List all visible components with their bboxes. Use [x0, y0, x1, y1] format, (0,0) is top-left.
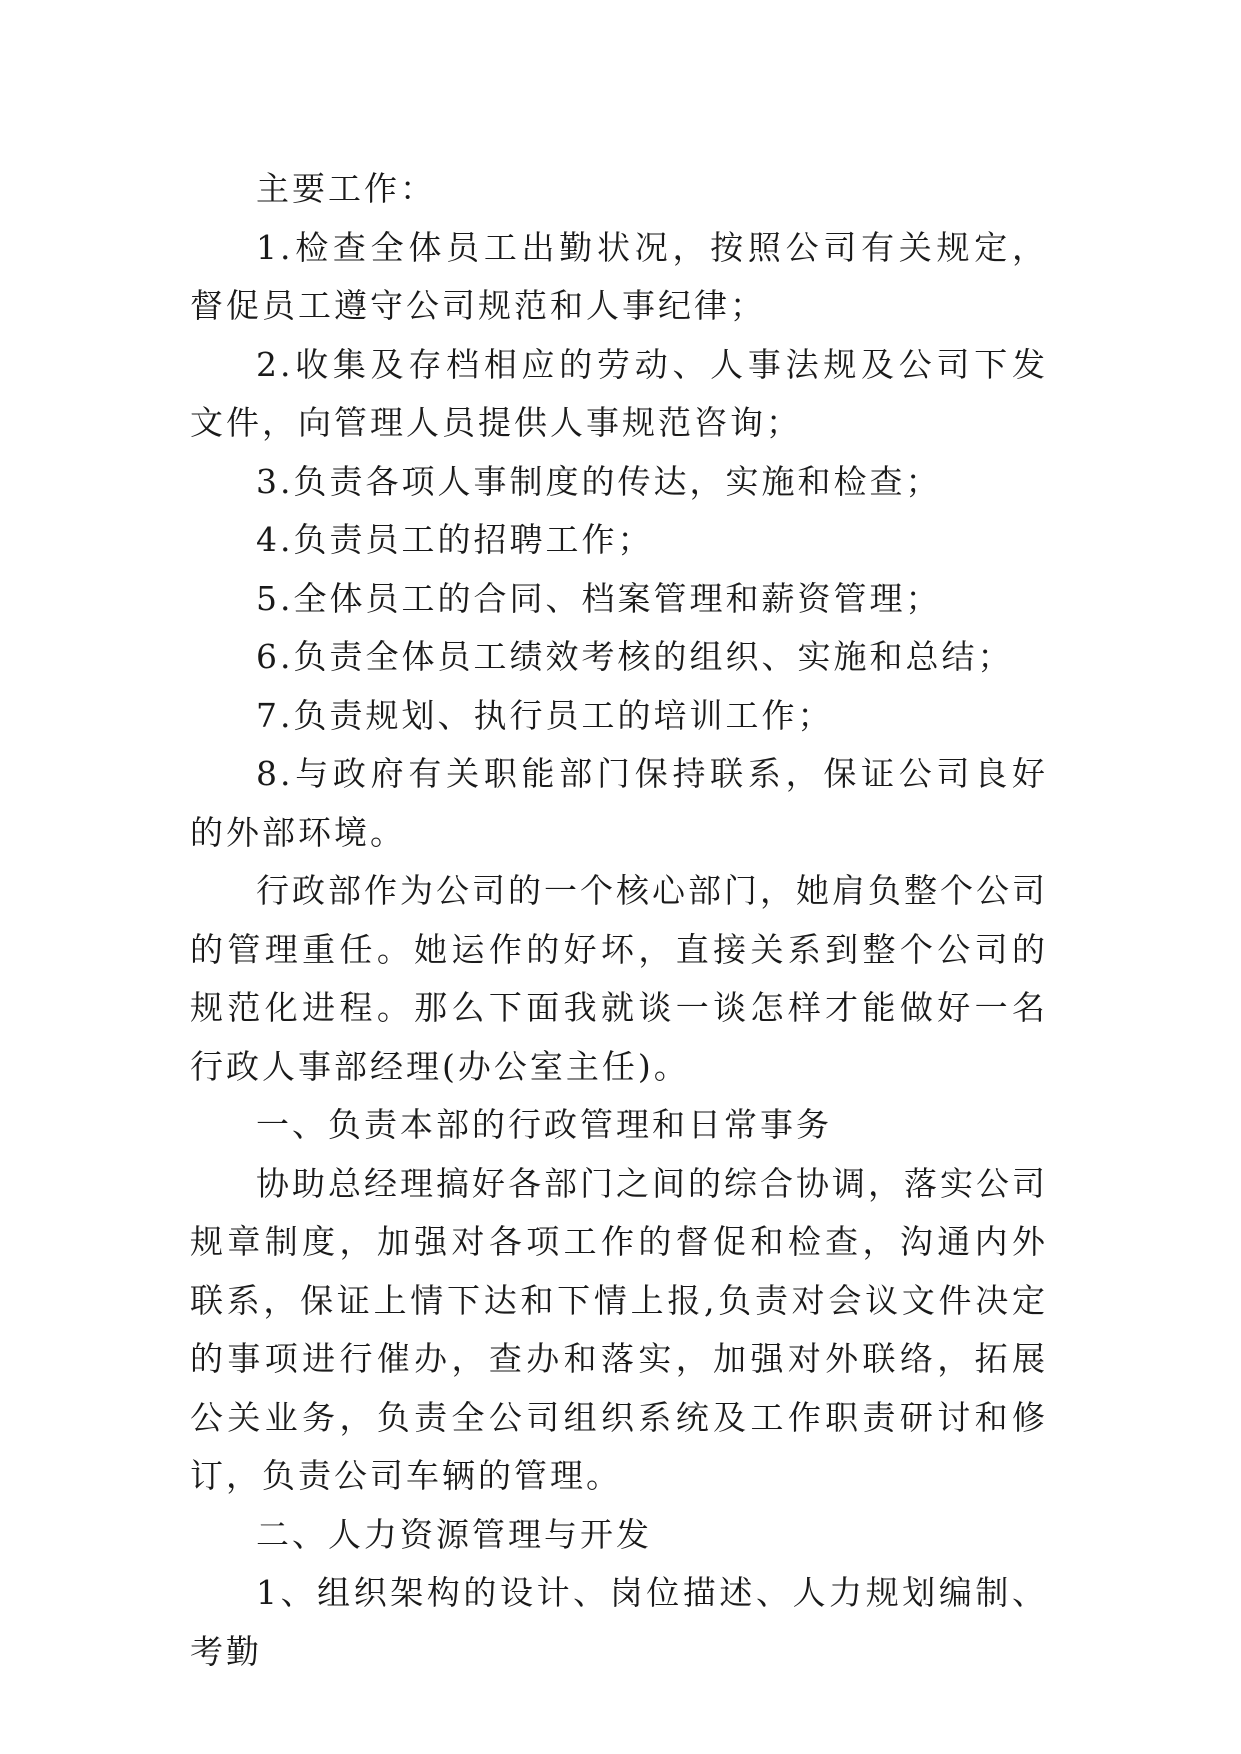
paragraph-duty-5: 5.全体员工的合同、档案管理和薪资管理； — [256, 578, 942, 618]
document-body — [190, 160, 1048, 1681]
section-heading-1: 一、负责本部的行政管理和日常事务 — [256, 1105, 832, 1144]
paragraph-duty-8: 8.与政府有关职能部门保持联系，保证公司良好的外部环境。 — [190, 754, 1048, 852]
paragraph-admin-intro: 行政部作为公司的一个核心部门，她肩负整个公司的管理重任。她运作的好坏，直接关系到整个公司的规范化进程。那么下面我就谈一谈怎样才能做好一名行政人事部经理(办公室主任)。 — [190, 871, 1048, 1086]
paragraph-duty-2: 2.收集及存档相应的劳动、人事法规及公司下发文件，向管理人员提供人事规范咨询； — [190, 344, 1048, 442]
section-heading-2: 二、人力资源管理与开发 — [256, 1514, 652, 1554]
paragraph-main-work-heading: 主要工作： — [256, 169, 436, 208]
paragraph-section-2-item-1: 1、组织架构的设计、岗位描述、人力规划编制、考勤 — [190, 1573, 1048, 1671]
paragraph-duty-7: 7.负责规划、执行员工的培训工作； — [256, 695, 834, 735]
paragraph-section-1-body: 协助总经理搞好各部门之间的综合协调，落实公司规章制度，加强对各项工作的督促和检查，沟通内外联系，保证上情下达和下情上报,负责对会议文件决定的事项进行催办，查办和落实，加强对外联络，拓展公关业务，负责全公司组织系统及工作职责研讨和修订，负责公司车辆的管理。 — [190, 1163, 1048, 1495]
paragraph-duty-6: 6.负责全体员工绩效考核的组织、实施和总结； — [256, 637, 1014, 676]
paragraph-duty-1: 1.检查全体员工出勤状况，按照公司有关规定，督促员工遵守公司规范和人事纪律； — [190, 227, 1048, 325]
paragraph-duty-3: 3.负责各项人事制度的传达，实施和检查； — [256, 461, 942, 501]
paragraph-duty-4: 4.负责员工的招聘工作； — [256, 520, 654, 559]
